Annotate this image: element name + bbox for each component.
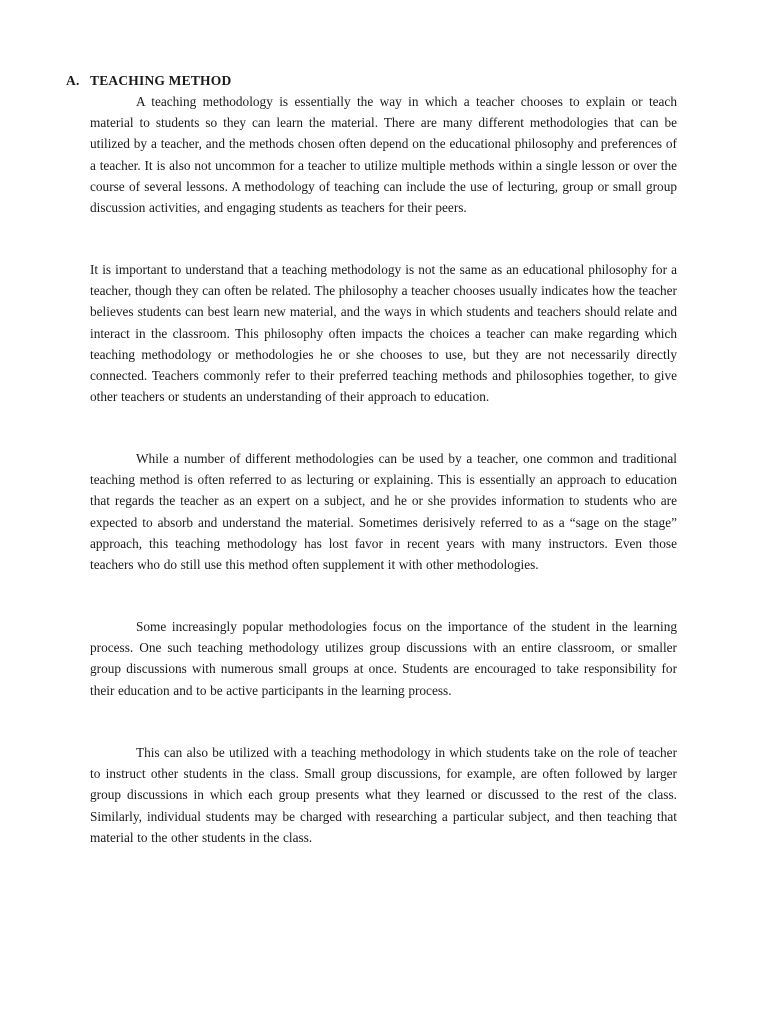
paragraph-lecturing (90, 448, 677, 575)
paragraph-text: While a number of different methodologies can be used by a teacher, one common and traditional teaching method is often referred to as lecturing or explaining. This is essentially an approach to education that regards the teacher as an expert on a subject, and he or she provides information to students who are expected to absorb and understand the material. Sometimes derisively referred to as a “sage on the stage” approach, this teaching methodology has lost favor in recent years with many instructors. Even those teachers who do still use this method often supplement it with other methodologies. (90, 451, 677, 573)
paragraph-text: A teaching methodology is essentially the way in which a teacher chooses to explain or teach material to students so they can learn the material. There are many different methodologies that can be utilized by a teacher, and the methods chosen often depend on the educational philosophy and preferences of a teacher. It is also not uncommon for a teacher to utilize multiple methods within a single lesson or over the course of several lessons. A methodology of teaching can include the use of lecturing, group or small group discussion activities, and engaging students as teachers for their peers. (90, 94, 677, 216)
paragraph-philosophy (90, 259, 677, 407)
paragraph-text: Some increasingly popular methodologies focus on the importance of the student in the learning process. One such teaching methodology utilizes group discussions with an entire classroom, or smaller group discussions with numerous small groups at once. Students are encouraged to take responsibility for their education and to be active participants in the learning process. (90, 619, 677, 698)
paragraph-peer-teaching (90, 742, 677, 848)
paragraph-intro (90, 91, 677, 218)
section-marker: A. (66, 73, 80, 88)
paragraph-text: This can also be utilized with a teaching methodology in which students take on the role of teacher to instruct other students in the class. Small group discussions, for example, are often followed by larger group discussions in which each group presents what they learned or discussed to the rest of the class. Similarly, individual students may be charged with researching a particular subject, and then teaching that material to the other students in the class. (90, 745, 677, 845)
section-heading (66, 72, 231, 90)
paragraph-text: It is important to understand that a teaching methodology is not the same as an educational philosophy for a teacher, though they can often be related. The philosophy a teacher chooses usually indicates how the teacher believes students can best learn new material, and the ways in which students and teachers should relate and interact in the classroom. This philosophy often impacts the choices a teacher can make regarding which teaching methodology or methodologies he or she chooses to use, but they are not necessarily directly connected. Teachers commonly refer to their preferred teaching methods and philosophies together, to give other teachers or students an understanding of their approach to education. (90, 262, 677, 405)
section-title: TEACHING METHOD (90, 73, 232, 88)
paragraph-group-discussion (90, 616, 677, 701)
